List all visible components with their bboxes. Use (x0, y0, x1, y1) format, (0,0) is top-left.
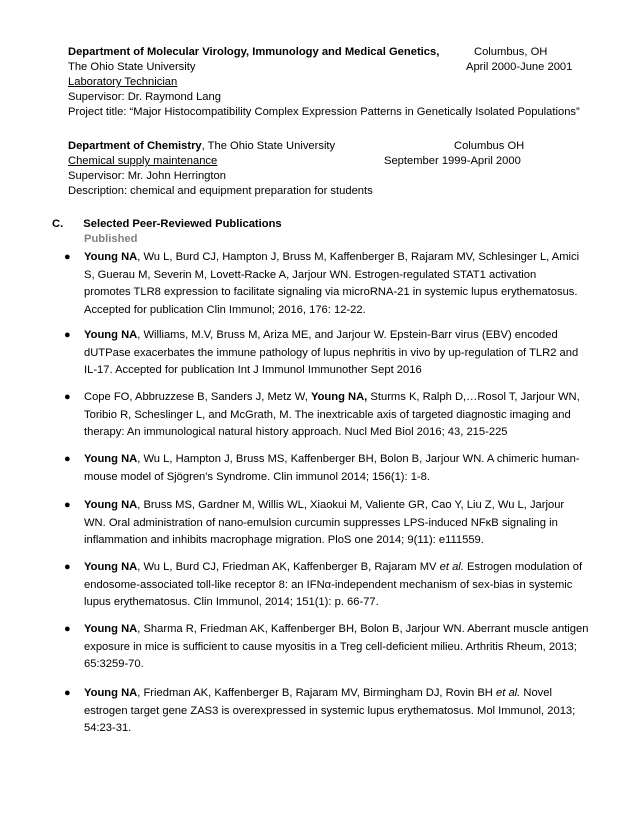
publication-line: therapy: An immunological natural history approach. Nucl Med Biol 2016; 43, 215-225 (84, 426, 508, 438)
publication-line: WN. Oral administration of nano-emulsion curcumin suppresses LPS-induced NFκB signaling in (84, 516, 558, 529)
job1-university: The Ohio State University (68, 61, 196, 73)
publication-line: estrogen target gene ZAS3 is overexpressed in systemic lupus erythematosus. Mol Immunol, 2013; (84, 704, 576, 717)
publication-line: lupus erythematosus. Clin Immunol, 2014; 151(1): p. 66-77. (84, 596, 379, 608)
publication-line: Young NA, Wu L, Burd CJ, Hampton J, Bruss M, Kaffenberger B, Rajaram MV, Schlesinger L, Amici (84, 251, 580, 263)
publication-line: Accepted for publication Clin Immunol; 2016, 176: 12-22. (84, 303, 366, 316)
job2-heading (68, 139, 335, 154)
job2-department: Department of Chemistry (68, 140, 202, 152)
publication-line: Young NA, Williams, M.V, Bruss M, Ariza ME, and Jarjour W. Epstein-Barr virus (EBV) encoded (84, 329, 558, 341)
publication-line: Young NA, Wu L, Hampton J, Bruss MS, Kaffenberger BH, Bolon B, Jarjour WN. A chimeric human- (84, 453, 580, 465)
publication-item (84, 451, 604, 486)
bullet-icon: ● (64, 499, 71, 511)
publication-line: inflammation and inhibits macrophage migration. PloS one 2014; 9(11): e111559. (84, 534, 484, 546)
job2-location: Columbus OH (454, 140, 525, 152)
publication-line: Young NA, Friedman AK, Kaffenberger B, Rajaram MV, Birmingham DJ, Rovin BH et al. Novel (84, 687, 552, 699)
bullet-icon: ● (64, 391, 71, 403)
publication-line: endosome-associated toll-like receptor 8: an IFNα-independent mechanism of sex-bias in systemic (84, 578, 573, 591)
publication-line: dUTPase exacerbates the immune pathology of lupus nephritis in vivo by up-regulation of TLR2 and (84, 346, 579, 359)
job1-location: Columbus, OH (474, 46, 548, 58)
publication-line: Young NA, Wu L, Burd CJ, Friedman AK, Kaffenberger B, Rajaram MV et al. Estrogen modulation of (84, 561, 583, 573)
section-title: Selected Peer-Reviewed Publications (83, 218, 282, 230)
job2-dates: September 1999-April 2000 (384, 155, 521, 167)
bullet-icon: ● (64, 623, 71, 635)
publication-line: 54:23-31. (84, 722, 132, 734)
publication-line: Cope FO, Abbruzzese B, Sanders J, Metz W, Young NA, Sturms K, Ralph D,…Rosol T, Jarjour WN, (84, 391, 580, 403)
bullet-icon: ● (64, 561, 71, 573)
job2-university: , The Ohio State University (201, 140, 336, 152)
publication-line: 65:3259-70. (84, 658, 144, 670)
publication-item (84, 497, 604, 550)
job1-project: Project title: “Major Histocompatibility Complex Expression Patterns in Genetically Isolated Populations” (68, 106, 580, 118)
bullet-icon: ● (64, 687, 71, 699)
publication-line: exposure in mice is sufficient to cause myositis in a Treg cell-deficient milieu. Arthritis Rheum, 2013; (84, 640, 577, 653)
bullet-icon: ● (64, 453, 71, 465)
publication-line: Toribio R, Scheslinger L, and McGrath, M. The inextricable axis of targeted diagnostic imaging and (84, 408, 571, 421)
publication-item (84, 327, 604, 380)
publication-item (84, 559, 604, 612)
job1-department: Department of Molecular Virology, Immunology and Medical Genetics, (68, 46, 440, 58)
publication-line: promotes TLR8 expression to facilitate signaling via microRNA-21 in systemic lupus erythematosus. (84, 286, 578, 298)
publication-item (84, 685, 604, 738)
bullet-icon: ● (64, 329, 71, 341)
publication-item (84, 621, 604, 674)
section-heading (52, 218, 282, 230)
job1-supervisor: Supervisor: Dr. Raymond Lang (68, 91, 221, 103)
section-subtitle: Published (84, 233, 138, 245)
publication-line: mouse model of Sjögren's Syndrome. Clin immunol 2014; 156(1): 1-8. (84, 470, 431, 483)
publication-line: IL-17. Accepted for publication Int J Immunol Immunother Sept 2016 (84, 364, 422, 376)
section-letter: C. (52, 218, 64, 230)
publication-line: Young NA, Bruss MS, Gardner M, Willis WL, Xiaokui M, Valiente GR, Cao Y, Liu Z, Wu L, Jarjour (84, 499, 565, 511)
job1-role: Laboratory Technician (68, 76, 178, 88)
publication-item (84, 249, 604, 319)
job1-dates: April 2000-June 2001 (466, 61, 573, 73)
job2-role: Chemical supply maintenance (68, 155, 218, 167)
job2-description: Description: chemical and equipment preparation for students (68, 185, 373, 197)
bullet-icon: ● (64, 251, 71, 263)
publication-line: Young NA, Sharma R, Friedman AK, Kaffenberger BH, Bolon B, Jarjour WN. Aberrant muscle antigen (84, 623, 589, 635)
publication-item (84, 389, 604, 442)
job2-supervisor: Supervisor: Mr. John Herrington (68, 170, 226, 182)
publication-line: S, Guerau M, Severin M, Lovett-Racke A, Jarjour WN. Estrogen-regulated STAT1 activation (84, 268, 537, 281)
